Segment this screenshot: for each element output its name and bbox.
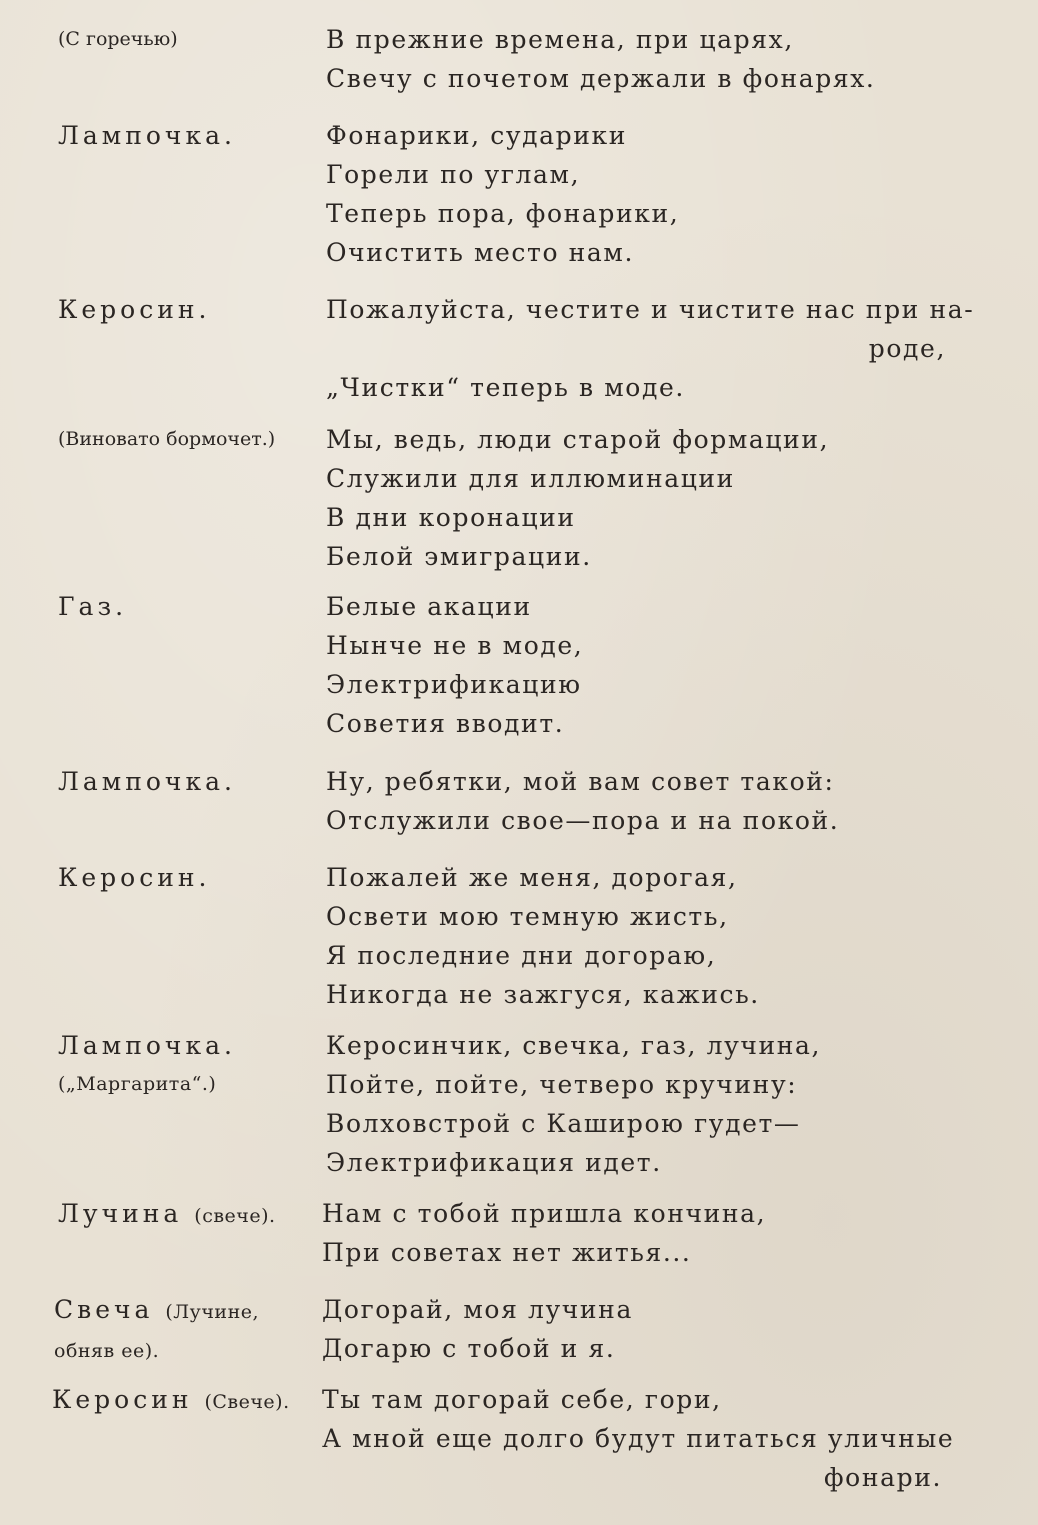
verse-lines: [326, 587, 986, 743]
speaker-remark: („Маргарита“.): [58, 1073, 217, 1095]
speaker-remark: (Свече).: [204, 1391, 290, 1413]
verse-line: Пойте, пойте, четверо кручину:: [326, 1070, 798, 1099]
verse-line: Освети мою темную жисть,: [326, 902, 729, 931]
speaker-name: [58, 1194, 328, 1236]
verse-lines: [322, 1194, 982, 1272]
verse-lines: [326, 420, 986, 576]
speaker-remark-continued: обняв ее).: [54, 1340, 160, 1362]
verse-line: Никогда не зажгуся, кажись.: [326, 980, 760, 1009]
verse-line: Нам с тобой пришла кончина,: [322, 1199, 767, 1228]
verse-line: Советия вводит.: [326, 709, 565, 738]
verse-lines: [326, 858, 986, 1014]
speaker-name: [54, 1290, 324, 1371]
verse-line: Отслужили свое—пора и на покой.: [326, 806, 840, 835]
speaker-name: [52, 1380, 322, 1422]
verse-line: При советах нет житья...: [322, 1238, 692, 1267]
verse-line: Пожалей же меня, дорогая,: [326, 863, 738, 892]
verse-line: Фонарики, сударики: [326, 121, 627, 150]
stage-direction: (Виновато бормочет.): [58, 428, 276, 450]
verse-line: Очистить место нам.: [326, 238, 634, 267]
verse-line: Нынче не в моде,: [326, 631, 584, 660]
verse-line: Теперь пора, фонарики,: [326, 199, 680, 228]
verse-line: Электрификацию: [326, 670, 582, 699]
verse-lines: [326, 290, 986, 407]
verse-line: Ты там догорай себе, гори,: [322, 1385, 722, 1414]
verse-line: В прежние времена, при царях,: [326, 25, 794, 54]
speaker-remark: (Лучине,: [165, 1301, 260, 1323]
verse-line: Горели по углам,: [326, 160, 581, 189]
verse-lines: [326, 762, 986, 840]
verse-lines: [326, 20, 986, 98]
speaker-label: Керосин: [52, 1385, 193, 1414]
speaker-name: Керосин.: [58, 295, 211, 324]
verse-line-continuation: фонари.: [824, 1463, 942, 1492]
stage-direction: (С горечью): [58, 28, 178, 50]
verse-line: „Чистки“ теперь в моде.: [326, 373, 685, 402]
verse-line: Керосинчик, свечка, газ, лучина,: [326, 1031, 822, 1060]
verse-lines: [326, 116, 986, 272]
verse-line: Я последние дни догораю,: [326, 941, 717, 970]
verse-line: В дни коронации: [326, 503, 576, 532]
speaker-name: [58, 1026, 328, 1104]
verse-line: А мной еще долго будут питаться уличные: [322, 1424, 955, 1453]
verse-line: Волховстрой с Каширою гудет—: [326, 1109, 801, 1138]
verse-lines: [326, 1026, 986, 1182]
speaker-label: Свеча: [54, 1295, 154, 1324]
speaker-label: Лампочка.: [58, 1031, 236, 1060]
speaker-name: Керосин.: [58, 863, 211, 892]
verse-line: Ну, ребятки, мой вам совет такой:: [326, 767, 835, 796]
verse-line: Электрификация идет.: [326, 1148, 662, 1177]
speaker-remark: (свече).: [194, 1205, 276, 1227]
verse-lines: [322, 1380, 982, 1497]
verse-line: Служили для иллюминации: [326, 464, 735, 493]
verse-line: Догарю с тобой и я.: [322, 1334, 616, 1363]
speaker-name: Лампочка.: [58, 767, 236, 796]
verse-line: Пожалуйста, честите и чистите нас при на-: [326, 295, 975, 324]
verse-line: Догорай, моя лучина: [322, 1295, 633, 1324]
speaker-label: Лучина: [58, 1199, 183, 1228]
verse-line: Мы, ведь, люди старой формации,: [326, 425, 830, 454]
verse-line: Свечу с почетом держали в фонарях.: [326, 64, 876, 93]
verse-line-continuation: роде,: [868, 334, 946, 363]
speaker-name: Газ.: [58, 592, 128, 621]
speaker-name: Лампочка.: [58, 121, 236, 150]
verse-lines: [322, 1290, 982, 1368]
verse-line: Белой эмиграции.: [326, 542, 592, 571]
verse-line: Белые акации: [326, 592, 532, 621]
